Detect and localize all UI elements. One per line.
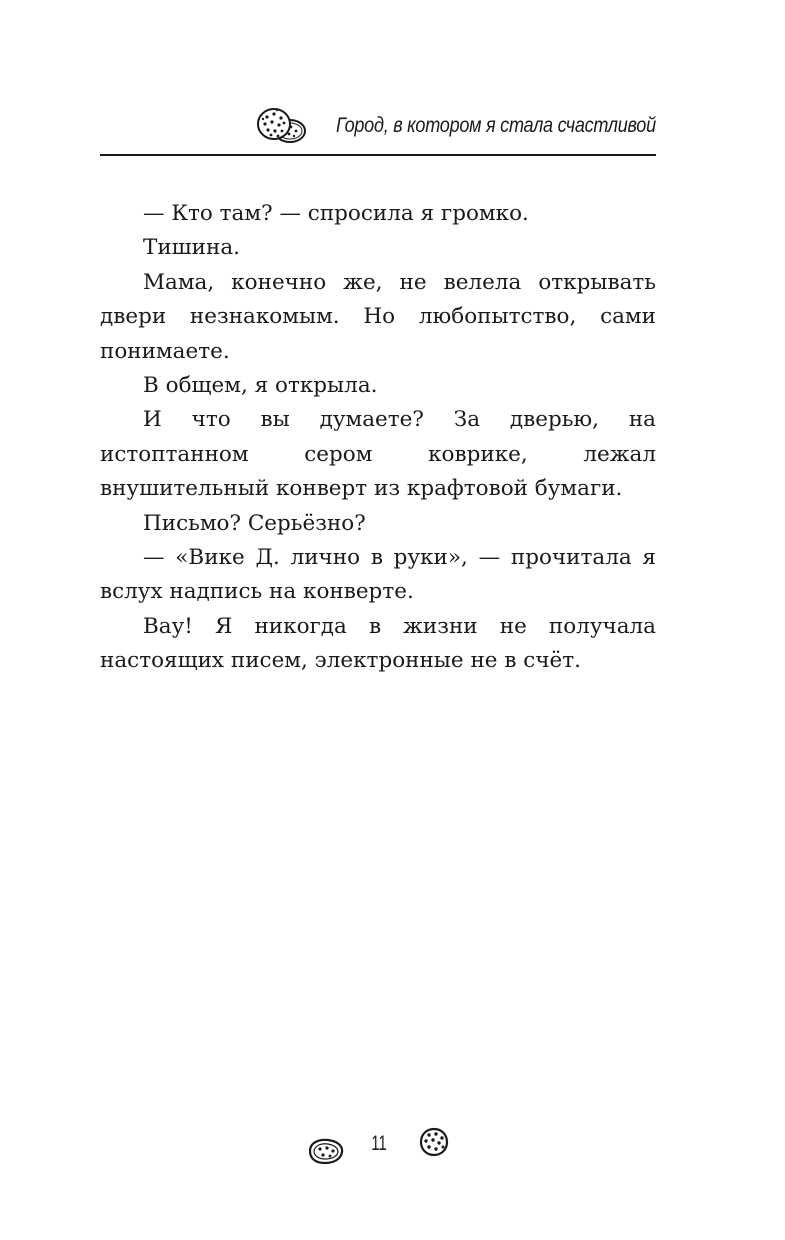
- paragraph: — Кто там? — спросила я громко.: [143, 201, 529, 226]
- paragraph: Тишина.: [143, 235, 240, 261]
- running-head: [100, 100, 656, 156]
- cookies-icon: [254, 104, 310, 148]
- body-text: [100, 197, 656, 679]
- paragraph: Мама, конечно же, не велела открывать двери незнакомым. Но любопытство, сами понимаете.: [100, 269, 656, 364]
- page-number: 11: [371, 1132, 387, 1155]
- page-footer: [300, 1122, 460, 1172]
- cookie-icon: [418, 1126, 450, 1158]
- paragraph: Письмо? Серьёзно?: [143, 510, 366, 536]
- paragraph: — «Вике Д. лично в руки», — прочитала я вслух надпись на конверте.: [100, 545, 656, 605]
- paragraph: В общем, я открыла.: [143, 373, 378, 399]
- running-title: Город, в котором я стала счастливой: [336, 114, 656, 137]
- paragraph: И что вы думаете? За дверью, на истоптанном сером коврике, лежал внушительный конверт из крафтовой бумаги.: [100, 407, 656, 502]
- bitten-cookie-icon: [306, 1136, 346, 1166]
- header-rule: [100, 154, 656, 156]
- paragraph: Вау! Я никогда в жизни не получала настоящих писем, электронные не в счёт.: [100, 613, 656, 674]
